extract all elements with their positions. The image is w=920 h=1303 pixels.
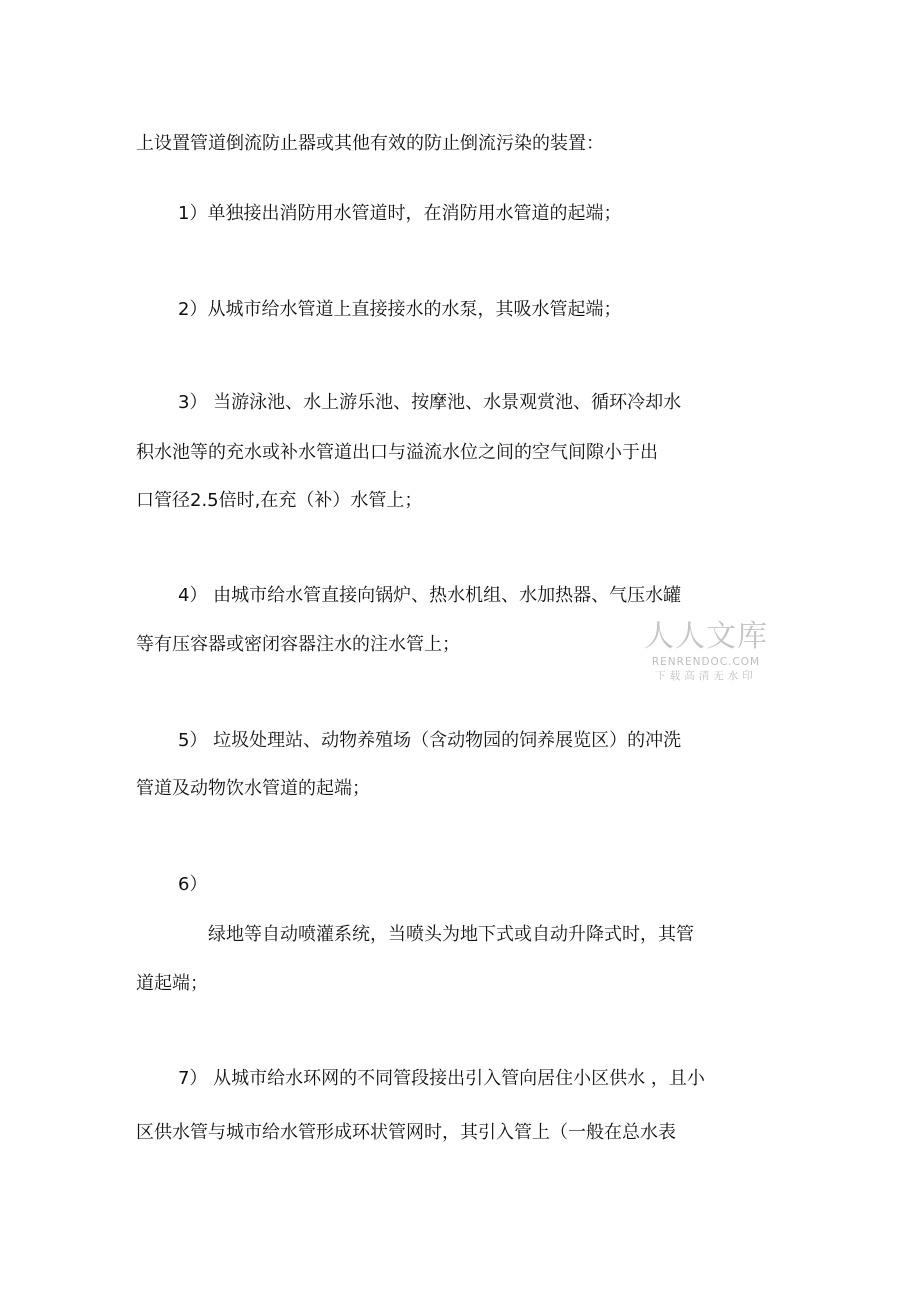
list-item-6: 绿地等自动喷灌系统，当喷头为地下式或自动升降式时，其管 (208, 924, 694, 945)
list-item-2: 2）从城市给水管道上直接接水的水泵，其吸水管起端； (178, 299, 622, 320)
list-item-3-cont-1: 积水池等的充水或补水管道出口与溢流水位之间的空气间隙小于出 (136, 442, 658, 463)
list-item-5-cont: 管道及动物饮水管道的起端； (136, 778, 370, 799)
list-item-4-cont: 等有压容器或密闭容器注水的注水管上； (136, 634, 460, 655)
watermark-title: 人人文库 (644, 619, 768, 654)
list-item-3: 3） 当游泳池、水上游乐池、按摩池、水景观赏池、循环冷却水 (178, 392, 682, 413)
list-item-6-cont: 道起端； (136, 973, 208, 994)
list-item-3-cont-2: 口管径2.5倍时,在充（补）水管上； (136, 490, 423, 511)
list-item-5: 5） 垃圾处理站、动物养殖场（含动物园的饲养展览区）的冲洗 (178, 730, 682, 751)
watermark-logo (640, 620, 772, 683)
list-item-7-cont: 区供水管与城市给水管形成环状管网时，其引入管上（一般在总水表 (136, 1122, 676, 1143)
watermark-tagline: 下载高清无水印 (655, 670, 757, 682)
list-item-4: 4） 由城市给水管直接向锅炉、热水机组、水加热器、气压水罐 (178, 585, 682, 606)
list-item-7: 7） 从城市给水环网的不同管段接出引入管向居住小区供水 ，且小 (178, 1068, 705, 1089)
text-line-intro: 上设置管道倒流防止器或其他有效的防止倒流污染的装置： (136, 133, 604, 154)
watermark-url: RENRENDOC.COM (651, 656, 761, 668)
list-item-6-number: 6） (178, 874, 208, 895)
list-item-1: 1）单独接出消防用水管道时，在消防用水管道的起端； (178, 203, 622, 224)
